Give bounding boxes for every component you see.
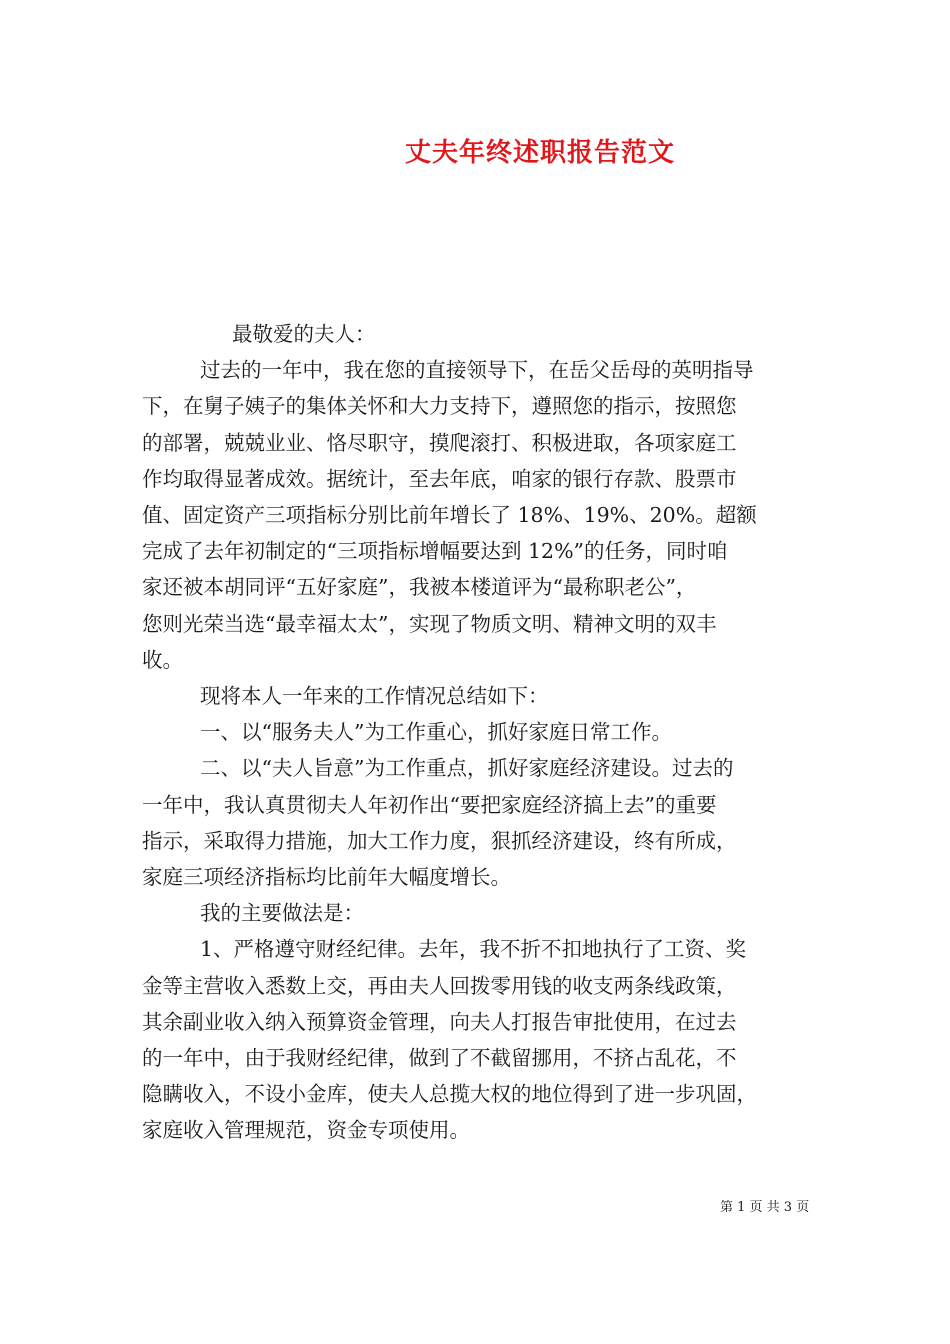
document-title: 丈夫年终述职报告范文 xyxy=(404,138,675,168)
paragraph-line: 金等主营收入悉数上交，再由夫人回拨零用钱的收支两条线政策， xyxy=(142,973,737,998)
paragraph-line: 家还被本胡同评“五好家庭”，我被本楼道评为“最称职老公”， xyxy=(142,575,697,600)
paragraph-line: 收。 xyxy=(142,647,183,672)
paragraph-line: 1、严格遵守财经纪律。去年，我不折不扣地执行了工资、奖 xyxy=(200,937,747,962)
paragraph-line: 二、以“夫人旨意”为工作重点，抓好家庭经济建设。过去的 xyxy=(200,756,734,781)
salutation-line: 最敬爱的夫人： xyxy=(232,322,376,346)
paragraph-line: 过去的一年中，我在您的直接领导下，在岳父岳母的英明指导 xyxy=(200,358,754,383)
document-body xyxy=(142,316,810,1149)
paragraph-line: 现将本人一年来的工作情况总结如下： xyxy=(200,684,549,709)
paragraph-line: 指示，采取得力措施，加大工作力度，狠抓经济建设，终有所成， xyxy=(142,828,737,853)
paragraph-line: 其余副业收入纳入预算资金管理，向夫人打报告审批使用，在过去 xyxy=(142,1009,737,1034)
page-number: 第 1 页 共 3 页 xyxy=(720,1200,810,1215)
paragraph-line: 您则光荣当选“最幸福太太”，实现了物质文明、精神文明的双丰 xyxy=(142,611,717,636)
paragraph-line: 的部署，兢兢业业、恪尽职守，摸爬滚打、积极进取，各项家庭工 xyxy=(142,430,737,455)
paragraph-line: 作均取得显著成效。据统计，至去年底，咱家的银行存款、股票市 xyxy=(142,466,737,491)
paragraph-line: 下，在舅子姨子的集体关怀和大力支持下，遵照您的指示，按照您 xyxy=(142,394,737,419)
paragraph-line: 完成了去年初制定的“三项指标增幅要达到 12%”的任务，同时咱 xyxy=(142,539,728,564)
paragraph-line: 一年中，我认真贯彻夫人年初作出“要把家庭经济搞上去”的重要 xyxy=(142,792,717,817)
paragraph-line: 的一年中，由于我财经纪律，做到了不截留挪用，不挤占乱花，不 xyxy=(142,1046,737,1071)
paragraph-line: 隐瞒收入，不设小金库，使夫人总揽大权的地位得到了进一步巩固， xyxy=(142,1082,757,1107)
paragraph-line: 家庭三项经济指标均比前年大幅度增长。 xyxy=(142,865,511,890)
paragraph-line: 一、以“服务夫人”为工作重心，抓好家庭日常工作。 xyxy=(200,720,672,745)
paragraph-line: 值、固定资产三项指标分别比前年增长了 18%、19%、20%。超额 xyxy=(142,503,757,528)
paragraph-line: 我的主要做法是： xyxy=(200,901,364,926)
paragraph-line: 家庭收入管理规范，资金专项使用。 xyxy=(142,1118,470,1143)
